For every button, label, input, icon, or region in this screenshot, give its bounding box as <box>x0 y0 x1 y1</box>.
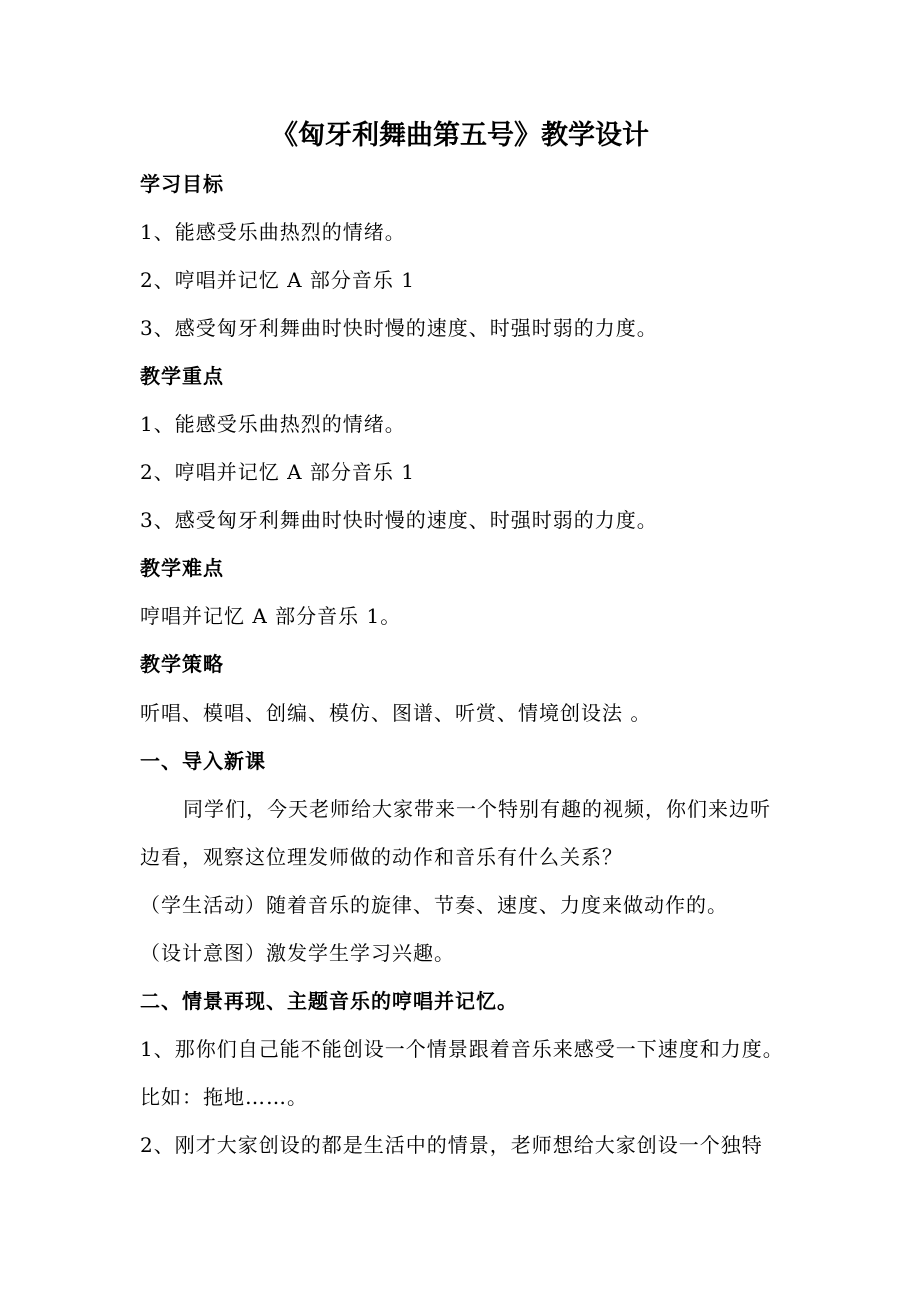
document-title: 《匈牙利舞曲第五号》教学设计 <box>271 120 649 151</box>
difficulties-text: 哼唱并记忆 A 部分音乐 1。 <box>140 604 402 628</box>
strategies-text: 听唱、模唱、创编、模仿、图谱、听赏、情境创设法 。 <box>140 701 652 725</box>
part1-activity: （学生活动）随着音乐的旋律、节奏、速度、力度来做动作的。 <box>140 893 728 917</box>
objective-item: 3、感受匈牙利舞曲时快时慢的速度、时强时弱的力度。 <box>140 316 658 340</box>
key-point-item: 1、能感受乐曲热烈的情绪。 <box>140 412 406 436</box>
part1-paragraph-line2: 边看，观察这位理发师做的动作和音乐有什么关系？ <box>140 845 623 869</box>
objective-item: 2、哼唱并记忆 A 部分音乐 1 <box>140 268 415 292</box>
objectives-heading: 学习目标 <box>140 172 224 196</box>
key-points-heading: 教学重点 <box>140 364 224 388</box>
part1-intent: （设计意图）激发学生学习兴趣。 <box>140 941 455 965</box>
part1-heading: 一、导入新课 <box>140 749 266 773</box>
part2-item1-line2: 比如：拖地……。 <box>140 1085 308 1109</box>
key-point-item: 2、哼唱并记忆 A 部分音乐 1 <box>140 460 415 484</box>
objective-item: 1、能感受乐曲热烈的情绪。 <box>140 220 406 244</box>
part2-heading: 二、情景再现、主题音乐的哼唱并记忆。 <box>140 989 518 1013</box>
part2-item2-line1: 2、刚才大家创设的都是生活中的情景，老师想给大家创设一个独特 <box>140 1133 763 1157</box>
part1-paragraph-line1: 同学们，今天老师给大家带来一个特别有趣的视频，你们来边听 <box>183 797 771 821</box>
difficulties-heading: 教学难点 <box>140 556 224 580</box>
strategies-heading: 教学策略 <box>140 652 224 676</box>
part2-item1-line1: 1、那你们自己能不能创设一个情景跟着音乐来感受一下速度和力度。 <box>140 1037 784 1061</box>
key-point-item: 3、感受匈牙利舞曲时快时慢的速度、时强时弱的力度。 <box>140 508 658 532</box>
